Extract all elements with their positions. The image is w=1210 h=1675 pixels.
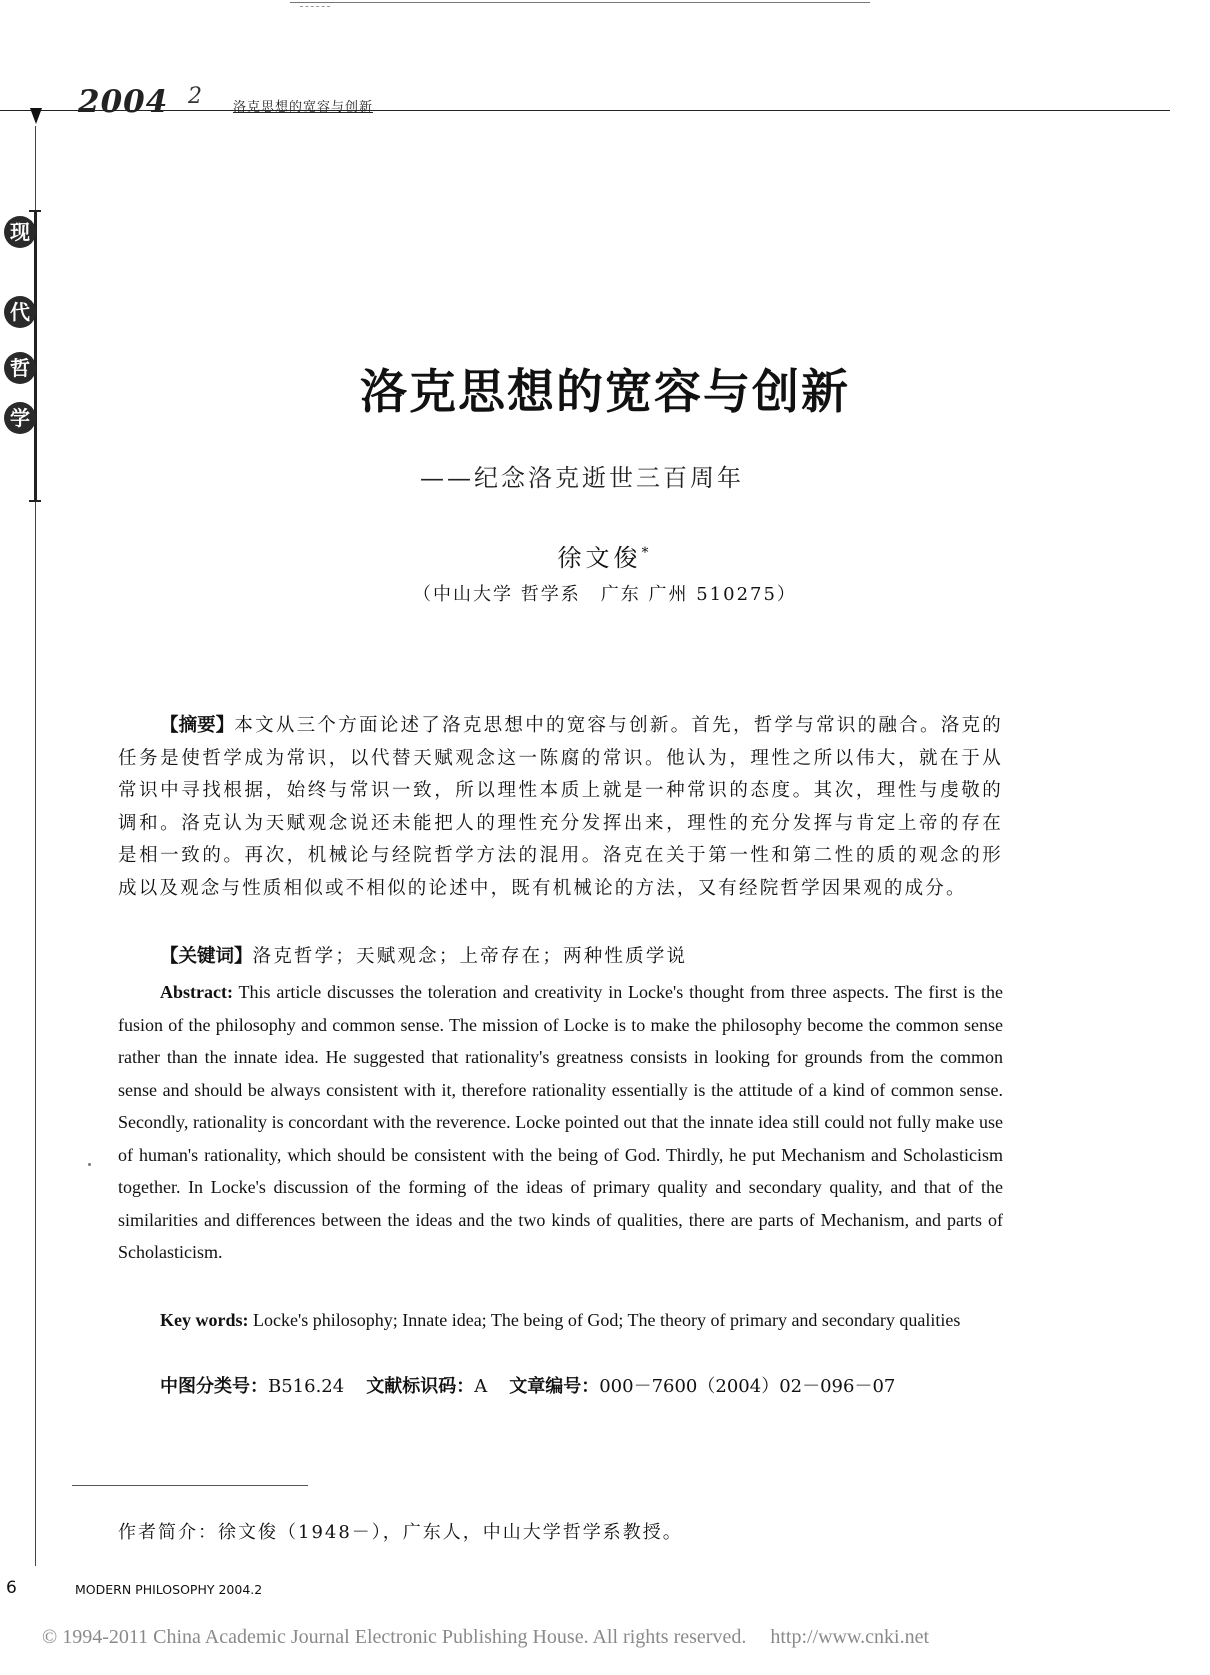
classification-line — [160, 1372, 895, 1398]
abstract-en — [118, 976, 1003, 1269]
top-rule-dash — [300, 6, 330, 7]
abstract-cn-label: 【摘要】 — [160, 715, 235, 736]
keywords-en-text: Locke's philosophy; Innate idea; The being of God; The theory of primary and secondary qualities — [253, 1310, 961, 1330]
top-rule — [290, 2, 870, 3]
doc-code-value: A — [474, 1376, 488, 1397]
side-char-xue: 学 — [4, 402, 36, 434]
article-author — [0, 538, 1210, 573]
header-issue: 2 — [188, 84, 202, 109]
abstract-en-text: This article discusses the toleration and creativity in Locke's thought from three aspects. The first is the fusion of the philosophy and common sense. The mission of Locke is to make the philosophy become the common sense rather than the innate idea. He suggested that rationality's greatness consists in looking for grounds from the common sense and should be always consistent with it, therefore rationality essentially is the attitude of a kind of common sense. Secondly, rationality is concordant with the reverence. Locke pointed out that the innate idea still could not fully make use of human's rationality, which should be consistent with the being of God. Thirdly, he put Mechanism and Scholasticism together. In Locke's discussion of the forming of the ideas of primary quality and secondary quality, and that of the similarities and differences between the ideas and the two kinds of qualities, there are parts of Mechanism, and parts of Scholasticism. — [118, 982, 1003, 1262]
article-subtitle: ——纪念洛克逝世三百周年 — [420, 464, 744, 492]
stray-dot — [88, 1163, 91, 1166]
side-tick-bottom — [29, 500, 41, 502]
side-tick-top — [29, 210, 41, 212]
side-char-dai: 代 — [4, 296, 36, 328]
clc-label: 中图分类号： — [160, 1376, 268, 1397]
abstract-en-label: Abstract: — [160, 982, 233, 1002]
journal-footer: MODERN PHILOSOPHY 2004.2 — [75, 1582, 263, 1597]
header-rule — [0, 110, 1170, 111]
cnki-link[interactable]: http://www.cnki.net — [770, 1626, 930, 1648]
abstract-cn-text: 本文从三个方面论述了洛克思想中的宽容与创新。首先，哲学与常识的融合。洛克的任务是使哲学成为常识，以代替天赋观念这一陈腐的常识。他认为，理性之所以伟大，就在于从常识中寻找根据，始终与常识一致，所以理性本质上就是一种常识的态度。其次，理性与虔敬的调和。洛克认为天赋观念说还未能把人的理性充分发挥出来，理性的充分发挥与肯定上帝的存在是相一致的。再次，机械论与经院哲学方法的混用。洛克在关于第一性和第二性的质的观念的形成以及观念与性质相似或不相似的论述中，既有机械论的方法，又有经院哲学因果观的成分。 — [118, 715, 1003, 899]
side-char-xian: 现 — [4, 216, 36, 248]
abstract-cn — [118, 710, 1003, 905]
header-year: 2004 — [78, 84, 169, 120]
article-title: 洛克思想的宽容与创新 — [360, 365, 850, 420]
footnote-rule — [72, 1485, 308, 1486]
header-marker-icon — [30, 108, 42, 124]
article-no-value: 000－7600（2004）02－096－07 — [599, 1376, 896, 1397]
keywords-cn-text: 洛克哲学；天赋观念；上帝存在；两种性质学说 — [252, 946, 688, 967]
copyright-notice — [42, 1626, 929, 1649]
keywords-en-label: Key words: — [160, 1310, 249, 1330]
keywords-cn — [160, 942, 687, 968]
clc-value: B516.24 — [268, 1376, 345, 1397]
side-char-zhe: 哲 — [4, 352, 36, 384]
author-name: 徐文俊 — [557, 544, 642, 572]
article-no-label: 文章编号： — [509, 1376, 600, 1397]
keywords-cn-label: 【关键词】 — [160, 946, 253, 967]
doc-code-label: 文献标识码： — [366, 1376, 475, 1397]
author-footnote: 作者简介：徐文俊（1948－），广东人，中山大学哲学系教授。 — [118, 1522, 683, 1543]
header-running-title: 洛克思想的宽容与创新 — [233, 100, 374, 115]
author-mark: * — [641, 545, 653, 561]
copyright-text: © 1994-2011 China Academic Journal Electronic Publishing House. All rights reserved. — [42, 1626, 747, 1648]
page-number: 6 — [6, 1578, 17, 1598]
keywords-en — [118, 1304, 1003, 1337]
author-affiliation: （中山大学 哲学系 广东 广州 510275） — [413, 584, 797, 605]
